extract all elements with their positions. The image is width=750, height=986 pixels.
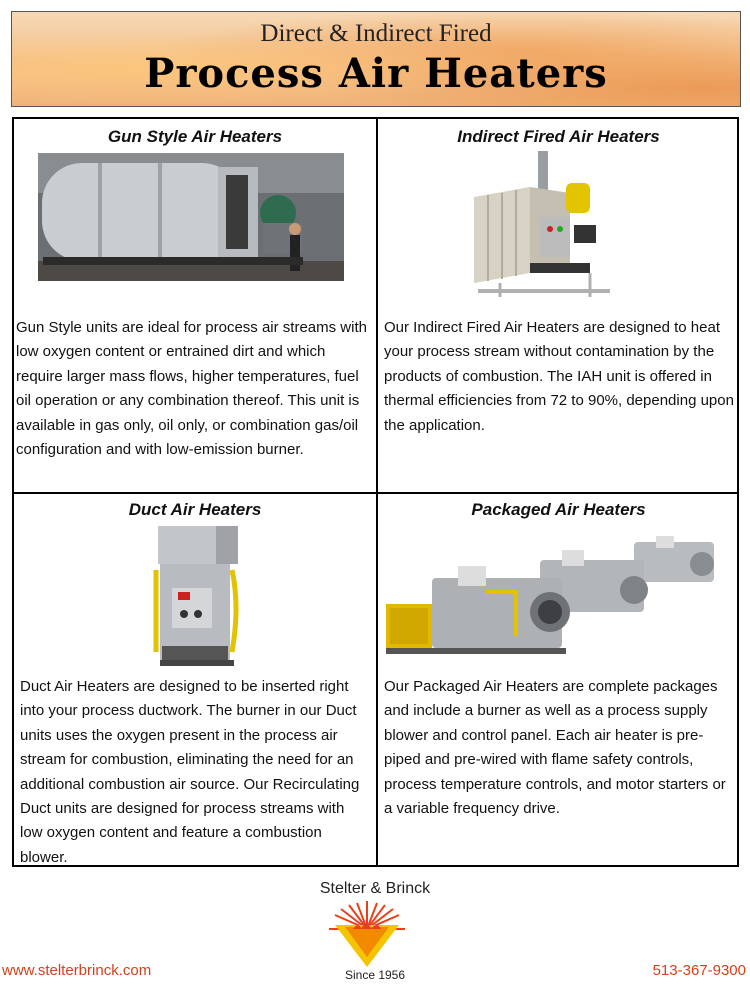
- section-title: Packaged Air Heaters: [471, 500, 646, 519]
- banner-subtitle: Direct & Indirect Fired: [260, 20, 492, 47]
- since-year: Since 1956: [344, 968, 406, 982]
- section-description: Duct Air Heaters are designed to be inserted right into your process ductwork. The burner in our Duct units uses the oxygen present in the process air stream for combustion, eliminating the need for an additional combustion air source. Our Recirculating Duct units are designed for process streams with low oxygen content and feature a combustion blower.: [20, 678, 360, 866]
- section-description: Gun Style units are ideal for process air streams with low oxygen content or entrained dirt and which require larger mass flows, higher temperatures, fuel oil operation or any combination thereof. This unit is available in gas only, oil only, or combination gas/oil configuration and with low-emission burner.: [16, 319, 367, 459]
- section-title: Indirect Fired Air Heaters: [457, 127, 660, 146]
- company-logo: [327, 899, 407, 969]
- company-name: Stelter & Brinck: [319, 880, 431, 897]
- packaged-heater-photo: [386, 532, 732, 660]
- flame-sun-icon: [327, 899, 407, 969]
- header-banner: [11, 11, 741, 107]
- phone-number[interactable]: 513-367-9300: [652, 962, 746, 979]
- section-title: Duct Air Heaters: [128, 500, 262, 519]
- gun-style-heater-photo: [38, 153, 344, 281]
- section-description: Our Packaged Air Heaters are complete packages and include a burner as well as a process supply blower and control panel. Each air heater is pre-piped and pre-wired with flame safety controls, process temperature controls, and motor starters or a variable frequency drive.: [384, 678, 726, 818]
- section-duct: [14, 494, 376, 867]
- section-title: Gun Style Air Heaters: [107, 127, 283, 146]
- section-indirect-fired: [378, 119, 739, 492]
- banner-title: Process Air Heaters: [144, 50, 608, 97]
- product-grid: [12, 117, 739, 867]
- indirect-fired-heater-photo: [470, 147, 620, 303]
- duct-heater-photo: [152, 526, 244, 676]
- section-packaged: [378, 494, 739, 867]
- section-gun-style: [14, 119, 376, 492]
- section-description: Our Indirect Fired Air Heaters are designed to heat your process stream without contamination by the products of combustion. The IAH unit is offered in thermal efficiencies from 72 to 90%, depending upon the application.: [384, 319, 734, 434]
- website-link[interactable]: www.stelterbrinck.com: [2, 962, 152, 979]
